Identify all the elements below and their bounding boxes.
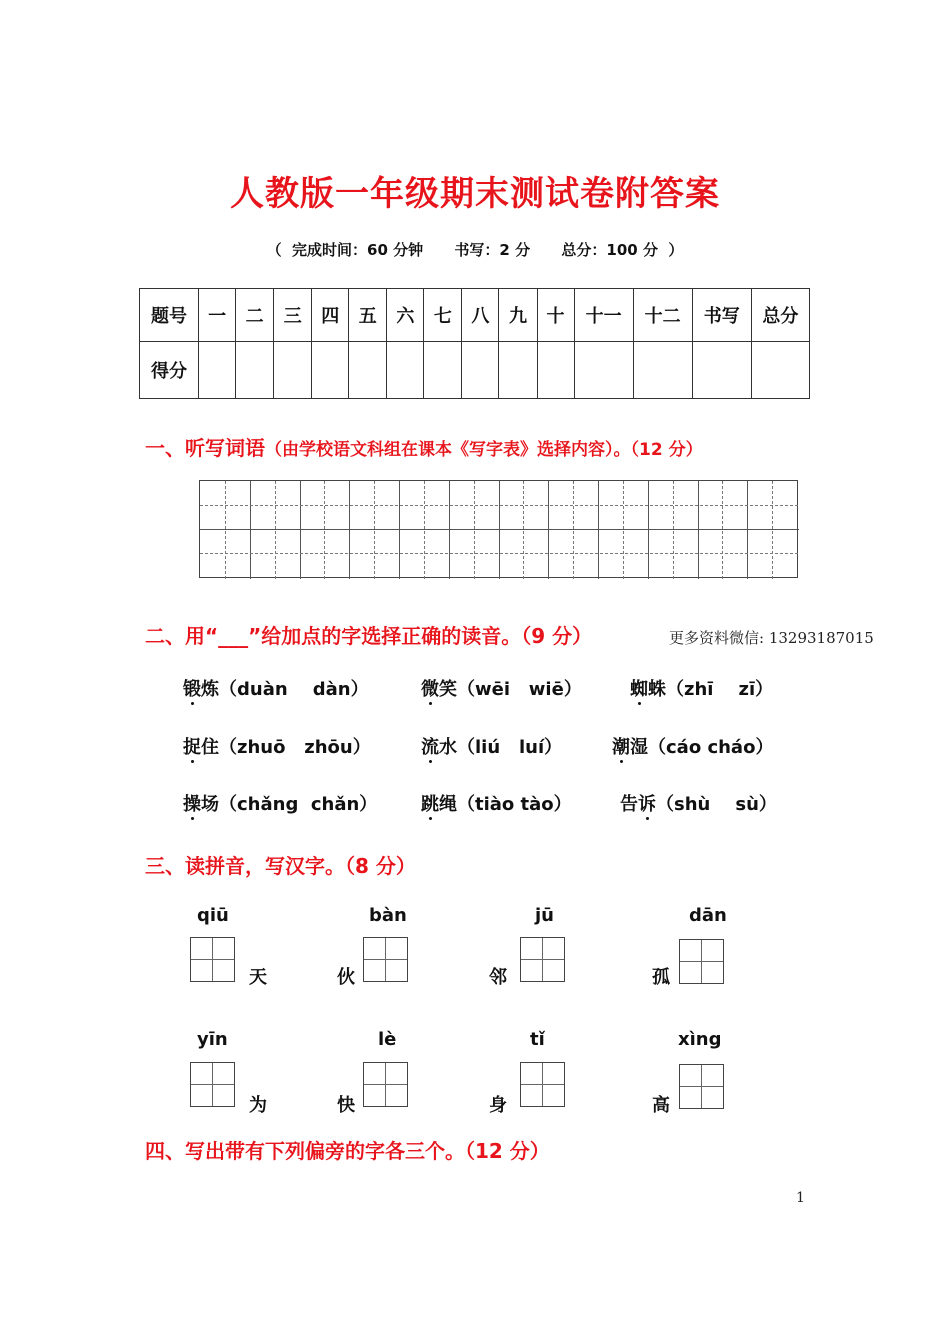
exam-info: （ 完成时间：60 分钟 书写：2 分 总分：100 分 ） bbox=[266, 241, 684, 259]
row-label: 得分 bbox=[140, 342, 199, 399]
writing-box[interactable] bbox=[520, 1062, 565, 1107]
score-cell[interactable] bbox=[199, 342, 236, 399]
score-cell[interactable] bbox=[312, 342, 349, 399]
score-cell[interactable] bbox=[692, 342, 751, 399]
item-prefix: 告 bbox=[620, 794, 638, 815]
header-cell: 七 bbox=[424, 289, 462, 342]
given-char: 为 bbox=[249, 1095, 267, 1116]
writing-box[interactable] bbox=[190, 937, 235, 982]
pinyin-label: qiū bbox=[197, 905, 229, 926]
pinyin-label: jū bbox=[535, 905, 554, 926]
score-table bbox=[139, 288, 810, 399]
item-text: 场（chǎng chǎn） bbox=[201, 794, 378, 815]
section-4-heading: 四、写出带有下列偏旁的字各三个。（12 分） bbox=[145, 1139, 550, 1163]
item-text: 蛛（zhī zī） bbox=[648, 679, 774, 700]
pronunciation-item bbox=[183, 790, 377, 816]
given-char: 邻 bbox=[489, 967, 507, 988]
dotted-char: 跳 bbox=[421, 790, 439, 816]
pinyin-label: lè bbox=[378, 1029, 397, 1050]
header-cell: 二 bbox=[236, 289, 274, 342]
given-char: 快 bbox=[337, 1095, 355, 1116]
score-cell[interactable] bbox=[274, 342, 312, 399]
header-cell: 十 bbox=[537, 289, 574, 342]
header-cell: 总分 bbox=[751, 289, 809, 342]
item-text: （shù sù） bbox=[656, 794, 777, 815]
given-char: 伙 bbox=[337, 967, 355, 988]
pinyin-label: xìng bbox=[678, 1029, 722, 1050]
writing-box[interactable] bbox=[679, 939, 724, 984]
dictation-grid[interactable] bbox=[199, 480, 798, 578]
header-cell: 三 bbox=[274, 289, 312, 342]
pinyin-label: bàn bbox=[369, 905, 407, 926]
pinyin-label: tǐ bbox=[530, 1029, 545, 1050]
given-char: 高 bbox=[652, 1095, 670, 1116]
section-1-note: （由学校语文科组在课本《写字表》选择内容）。（12 分） bbox=[265, 440, 703, 460]
score-cell[interactable] bbox=[424, 342, 462, 399]
given-char: 孤 bbox=[652, 967, 670, 988]
pronunciation-item bbox=[421, 733, 562, 759]
item-text: 炼（duàn dàn） bbox=[201, 679, 369, 700]
header-cell: 一 bbox=[199, 289, 236, 342]
dotted-char: 潮 bbox=[612, 733, 630, 759]
dotted-char: 诉 bbox=[638, 790, 656, 816]
header-cell: 十一 bbox=[574, 289, 633, 342]
header-cell: 十二 bbox=[633, 289, 692, 342]
section-1-title: 一、听写词语 bbox=[145, 436, 265, 460]
writing-box[interactable] bbox=[679, 1064, 724, 1109]
dotted-char: 操 bbox=[183, 790, 201, 816]
item-text: 湿（cáo cháo） bbox=[630, 737, 774, 758]
pinyin-label: dān bbox=[689, 905, 727, 926]
dotted-char: 流 bbox=[421, 733, 439, 759]
pronunciation-item bbox=[183, 675, 369, 701]
pronunciation-item bbox=[421, 675, 582, 701]
wechat-note: 更多资料微信: 13293187015 bbox=[669, 629, 874, 647]
pronunciation-item bbox=[630, 675, 773, 701]
score-cell[interactable] bbox=[499, 342, 537, 399]
given-char: 天 bbox=[249, 967, 267, 988]
header-cell: 八 bbox=[462, 289, 499, 342]
header-cell: 书写 bbox=[692, 289, 751, 342]
writing-box[interactable] bbox=[363, 937, 408, 982]
header-cell: 六 bbox=[387, 289, 424, 342]
score-cell[interactable] bbox=[462, 342, 499, 399]
header-cell: 九 bbox=[499, 289, 537, 342]
given-char: 身 bbox=[489, 1095, 507, 1116]
item-text: 绳（tiào tào） bbox=[439, 794, 572, 815]
score-cell[interactable] bbox=[751, 342, 809, 399]
header-cell: 题号 bbox=[140, 289, 199, 342]
score-cell[interactable] bbox=[537, 342, 574, 399]
dotted-char: 微 bbox=[421, 675, 439, 701]
item-text: 笑（wēi wiē） bbox=[439, 679, 582, 700]
writing-box[interactable] bbox=[363, 1062, 408, 1107]
header-cell: 五 bbox=[349, 289, 387, 342]
pronunciation-item bbox=[620, 790, 777, 816]
score-cell[interactable] bbox=[236, 342, 274, 399]
pronunciation-item bbox=[612, 733, 773, 759]
dotted-char: 蜘 bbox=[630, 675, 648, 701]
score-table-score-row bbox=[140, 342, 810, 399]
writing-box[interactable] bbox=[520, 937, 565, 982]
section-1-heading bbox=[145, 432, 703, 461]
section-2-heading: 二、用“___”给加点的字选择正确的读音。（9 分） bbox=[145, 624, 593, 648]
score-cell[interactable] bbox=[633, 342, 692, 399]
page-title: 人教版一年级期末测试卷附答案 bbox=[230, 174, 720, 214]
page-number: 1 bbox=[796, 1190, 805, 1206]
pinyin-label: yīn bbox=[197, 1029, 228, 1050]
item-text: 水（liú luí） bbox=[439, 737, 563, 758]
section-3-heading: 三、读拼音，写汉字。（8 分） bbox=[145, 854, 416, 878]
item-text: 住（zhuō zhōu） bbox=[201, 737, 371, 758]
dotted-char: 捉 bbox=[183, 733, 201, 759]
score-cell[interactable] bbox=[387, 342, 424, 399]
score-table-header-row bbox=[140, 289, 810, 342]
pronunciation-item bbox=[183, 733, 371, 759]
dotted-char: 锻 bbox=[183, 675, 201, 701]
score-cell[interactable] bbox=[349, 342, 387, 399]
score-cell[interactable] bbox=[574, 342, 633, 399]
dictation-grid-lines bbox=[200, 481, 799, 579]
writing-box[interactable] bbox=[190, 1062, 235, 1107]
pronunciation-item bbox=[421, 790, 572, 816]
header-cell: 四 bbox=[312, 289, 349, 342]
